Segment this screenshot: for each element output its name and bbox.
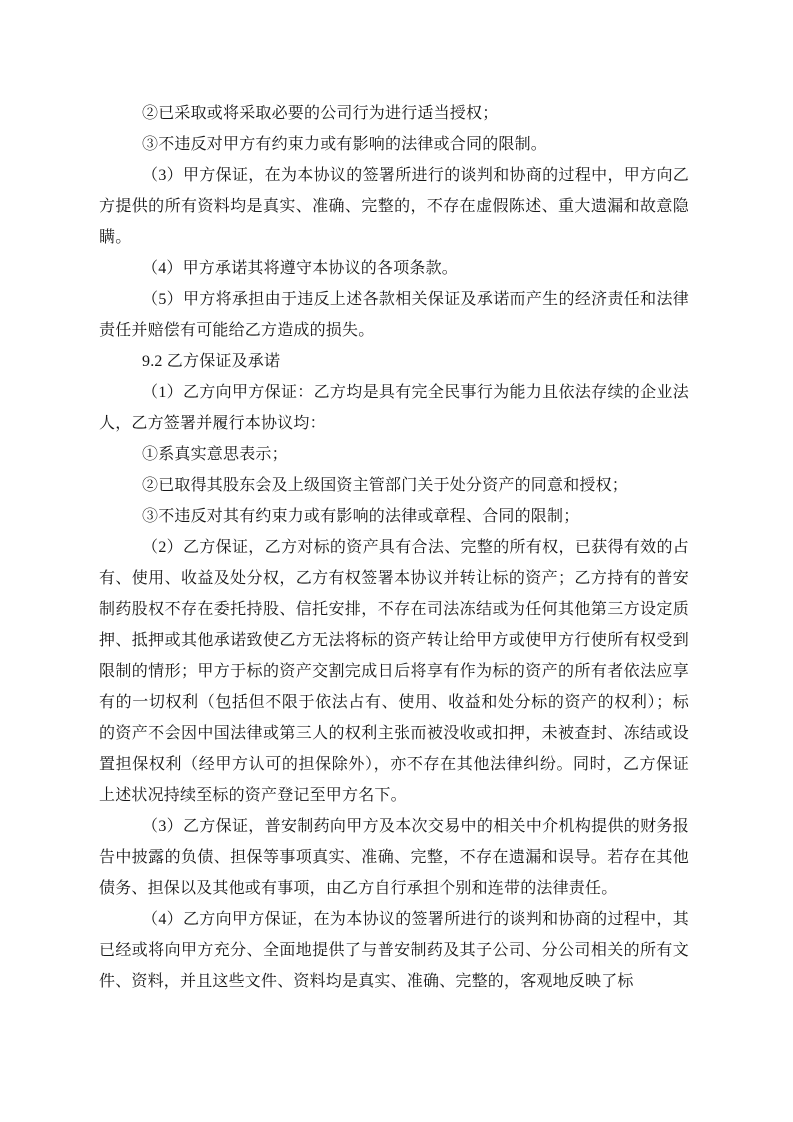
contract-paragraph: ②已采取或将采取必要的公司行为进行适当授权； xyxy=(142,105,499,122)
contract-paragraph: （3）甲方保证，在为本协议的签署所进行的谈判和协商的过程中，甲方向乙方提供的所有资料均是真实、准确、完整的，不存在虚假陈述、重大遗漏和故意隐瞒。 xyxy=(99,167,689,246)
section-heading: 9.2 乙方保证及承诺 xyxy=(142,353,281,370)
contract-paragraph: （1）乙方向甲方保证：乙方均是具有完全民事行为能力且依法存续的企业法人，乙方签署并履行本协议均： xyxy=(99,384,689,432)
contract-paragraph: ③不违反对甲方有约束力或有影响的法律或合同的限制。 xyxy=(142,136,548,153)
contract-paragraph: ①系真实意思表示； xyxy=(142,446,288,463)
contract-paragraph: （4）乙方向甲方保证，在为本协议的签署所进行的谈判和协商的过程中，其已经或将向甲方充分、全面地提供了与普安制药及其子公司、分公司相关的所有文件、资料，并且这些文件、资料均是真实、准确、完整的，客观地反映了标 xyxy=(99,911,689,990)
contract-paragraph: （2）乙方保证，乙方对标的资产具有合法、完整的所有权，已获得有效的占有、使用、收益及处分权，乙方有权签署本协议并转让标的资产；乙方持有的普安制药股权不存在委托持股、信托安排，不存在司法冻结或为任何其他第三方设定质押、抵押或其他承诺致使乙方无法将标的资产转让给甲方或使甲方行使所有权受到限制的情形；甲方于标的资产交割完成日后将享有作为标的资产的所有者依法应享有的一切权利（包括但不限于依法占有、使用、收益和处分标的资产的权利）；标的资产不会因中国法律或第三人的权利主张而被没收或扣押，未被查封、冻结或设置担保权利（经甲方认可的担保除外），亦不存在其他法律纠纷。同时，乙方保证上述状况持续至标的资产登记至甲方名下。 xyxy=(99,539,689,804)
contract-paragraph: ③不违反对其有约束力或有影响的法律或章程、合同的限制； xyxy=(142,508,580,525)
contract-text-block xyxy=(99,98,689,997)
contract-paragraph: （4）甲方承诺其将遵守本协议的各项条款。 xyxy=(142,260,459,277)
contract-paragraph: （5）甲方将承担由于违反上述各款相关保证及承诺而产生的经济责任和法律责任并赔偿有可能给乙方造成的损失。 xyxy=(99,291,689,339)
contract-paragraph: （3）乙方保证，普安制药向甲方及本次交易中的相关中介机构提供的财务报告中披露的负债、担保等事项真实、准确、完整，不存在遗漏和误导。若存在其他债务、担保以及其他或有事项，由乙方自行承担个别和连带的法律责任。 xyxy=(99,818,689,897)
contract-paragraph: ②已取得其股东会及上级国资主管部门关于处分资产的同意和授权； xyxy=(142,477,629,494)
